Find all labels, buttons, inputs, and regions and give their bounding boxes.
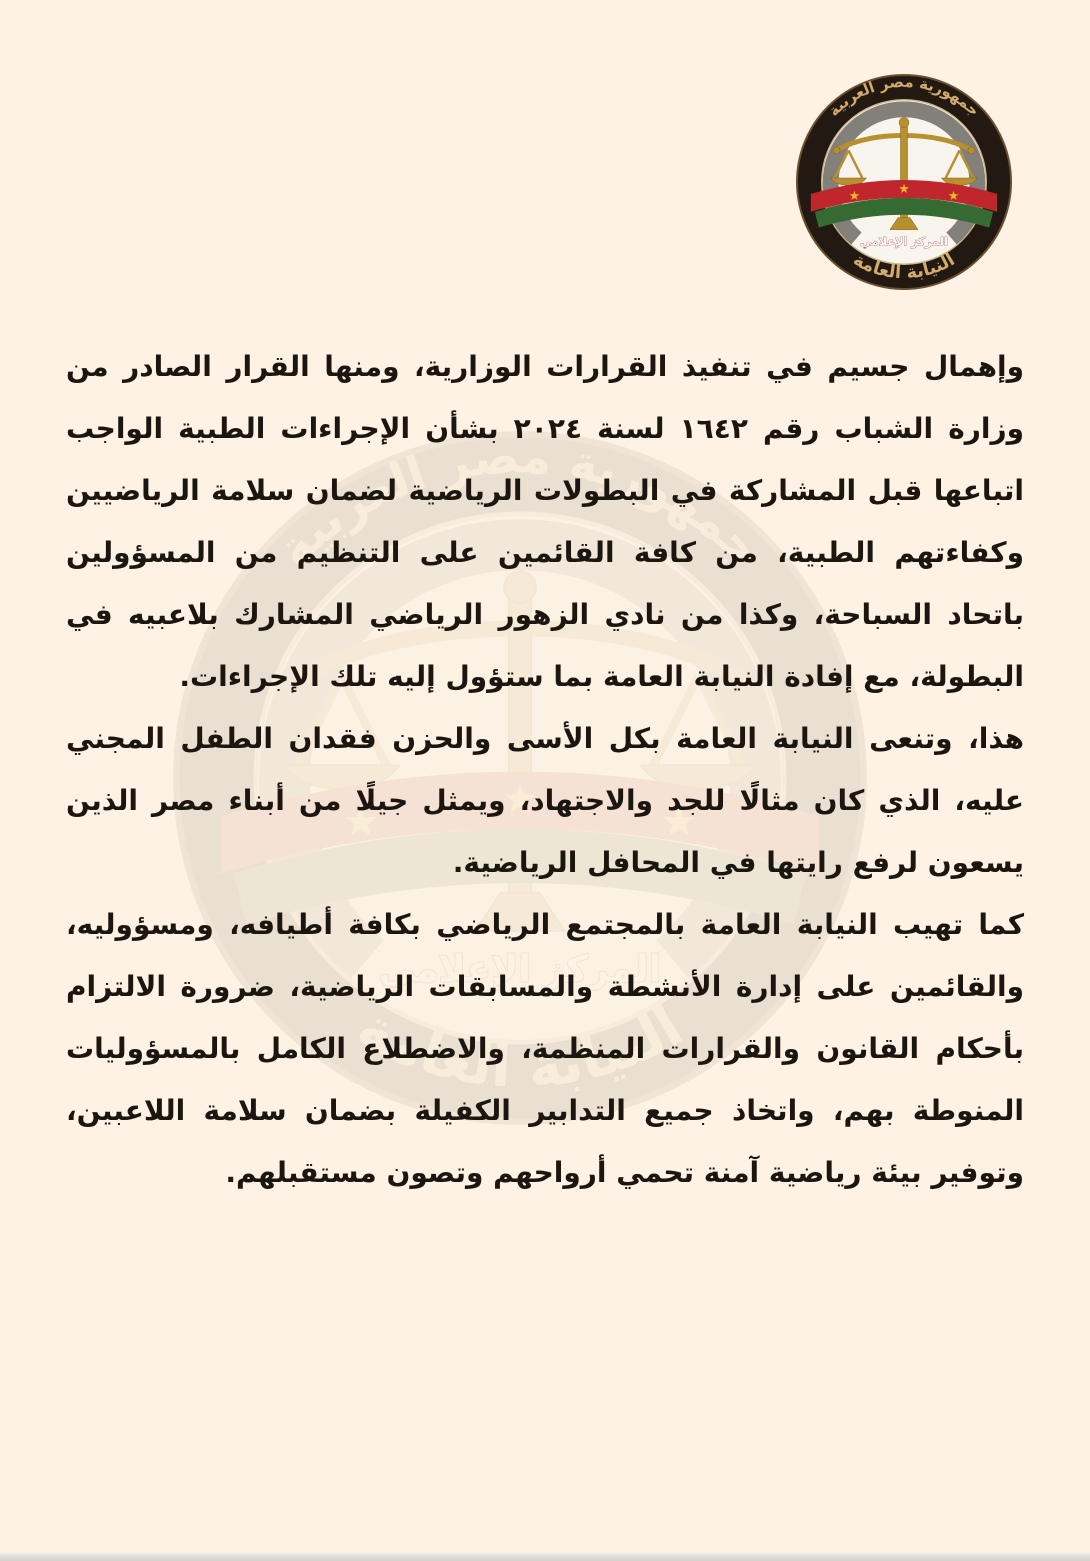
statement-paragraph-2: هذا، وتنعى النيابة العامة بكل الأسى والحزن فقدان الطفل المجني عليه، الذي كان مثالًا للجد والاجتهاد، ويمثل جيلًا من أبناء مصر الذين يسعون لرفع رايتها في المحافل الرياضية. [66,722,1024,879]
page-bottom-edge [0,1552,1090,1561]
statement-paragraph-1: وإهمال جسيم في تنفيذ القرارات الوزارية، ومنها القرار الصادر من وزارة الشباب رقم ١٦٤٢ لسنة ٢٠٢٤ بشأن الإجراءات الطبية الواجب اتباعها قبل المشاركة في البطولات الرياضية لضمان سلامة الرياضيين وكفاءتهم الطبية، من كافة القائمين على التنظيم من المسؤولين باتحاد السباحة، وكذا من نادي الزهور الرياضي المشارك بلاعبيه في البطولة، مع إفادة النيابة العامة بما ستؤول إليه تلك الإجراءات. [66,350,1024,693]
prosecution-emblem-logo [795,73,1013,291]
statement-body [66,336,1024,1204]
statement-paragraph-3: كما تهيب النيابة العامة بالمجتمع الرياضي بكافة أطيافه، ومسؤوليه، والقائمين على إدارة الأنشطة والمسابقات الرياضية، ضرورة الالتزام بأحكام القانون والقرارات المنظمة، والاضطلاع الكامل بالمسؤوليات المنوطة بهم، واتخاذ جميع التدابير الكفيلة بضمان سلامة اللاعبين، وتوفير بيئة رياضية آمنة تحمي أرواحهم وتصون مستقبلهم. [66,908,1024,1189]
